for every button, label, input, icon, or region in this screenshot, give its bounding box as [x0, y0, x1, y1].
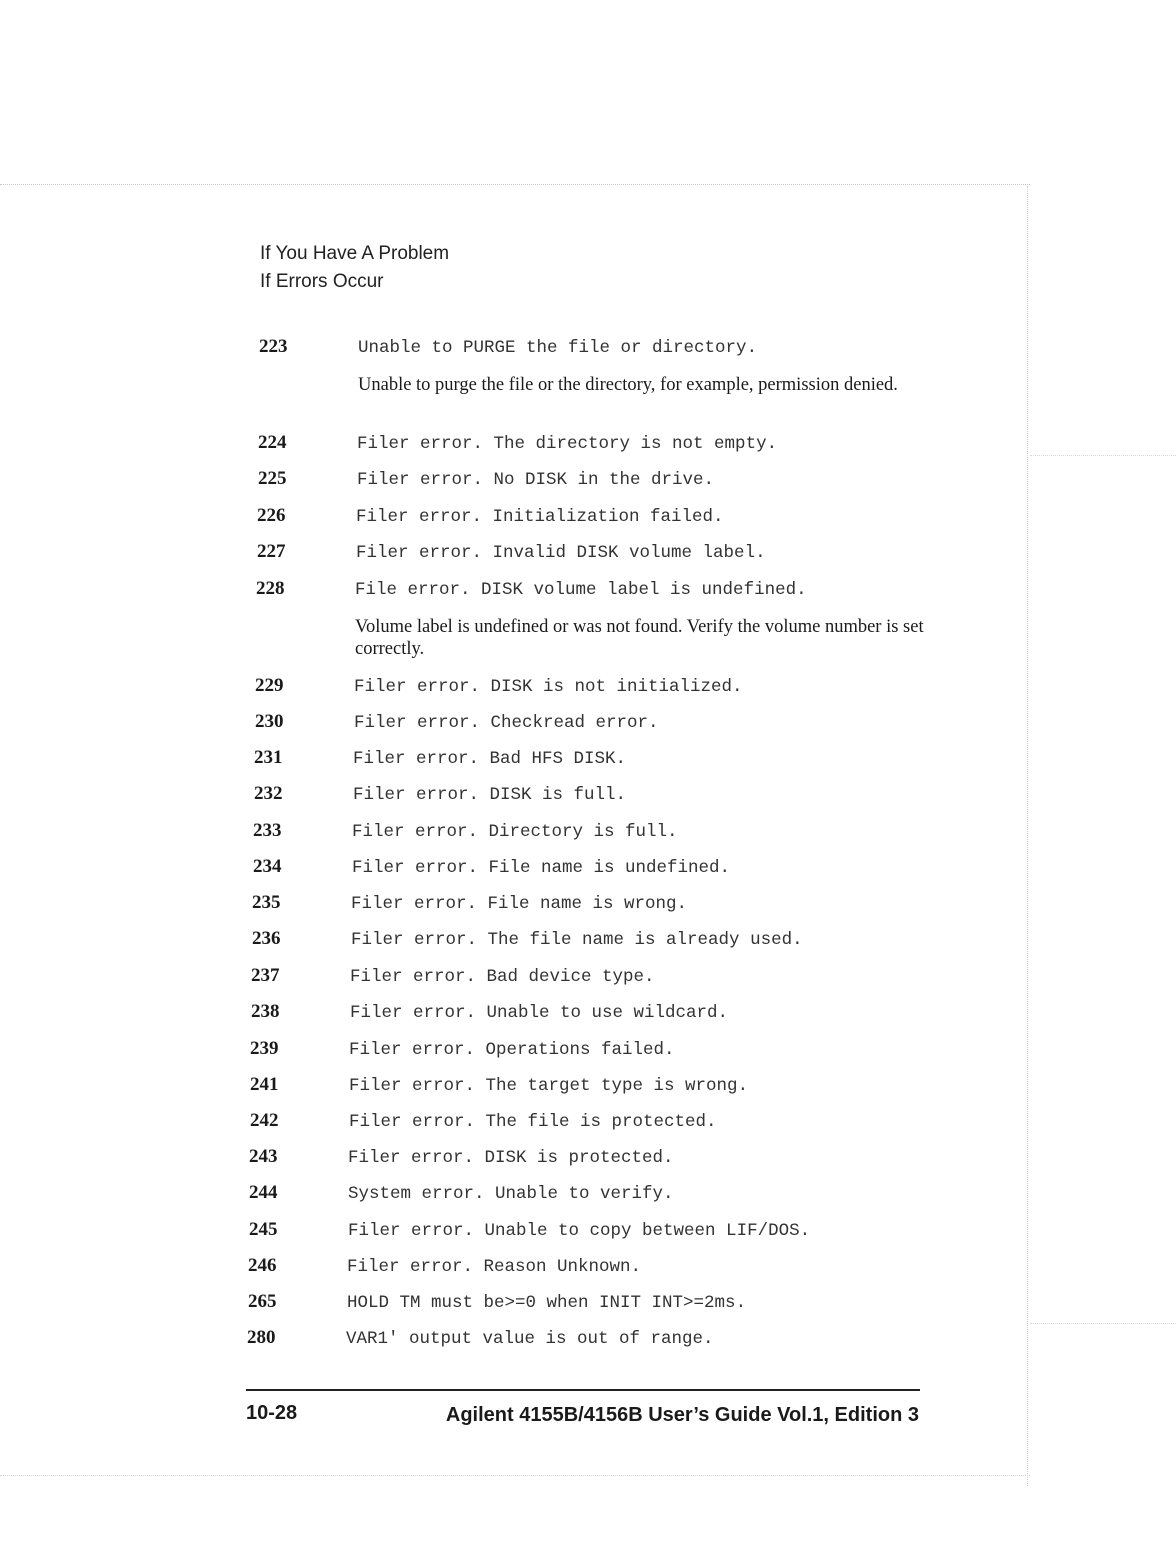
- error-code: 233: [253, 820, 282, 841]
- error-message: Filer error. The directory is not empty.: [357, 434, 778, 454]
- error-code: 280: [247, 1327, 276, 1348]
- error-message: Filer error. Bad device type.: [350, 967, 655, 987]
- error-message: HOLD TM must be>=0 when INIT INT>=2ms.: [347, 1293, 747, 1313]
- error-code: 245: [249, 1219, 278, 1240]
- error-description: Unable to purge the file or the directory, for example, permission denied.: [358, 375, 898, 395]
- error-code: 228: [256, 578, 285, 599]
- error-code: 235: [252, 892, 281, 913]
- error-code: 238: [251, 1001, 280, 1022]
- error-message: Filer error. Bad HFS DISK.: [353, 749, 627, 769]
- error-code: 223: [259, 336, 288, 357]
- error-message: Filer error. File name is wrong.: [351, 894, 688, 914]
- error-code: 227: [257, 541, 286, 562]
- subsection-title: If Errors Occur: [260, 271, 384, 292]
- error-code: 244: [249, 1182, 278, 1203]
- error-code: 224: [258, 432, 287, 453]
- error-message: Filer error. Invalid DISK volume label.: [356, 543, 766, 563]
- error-code: 246: [248, 1255, 277, 1276]
- error-message: Filer error. Unable to copy between LIF/DOS.: [348, 1221, 811, 1241]
- error-message: Filer error. The file is protected.: [349, 1112, 717, 1132]
- error-message: Filer error. No DISK in the drive.: [357, 470, 715, 490]
- error-message: Filer error. Initialization failed.: [356, 507, 724, 527]
- error-message: Filer error. DISK is protected.: [348, 1148, 674, 1168]
- error-message: Filer error. Unable to use wildcard.: [350, 1003, 729, 1023]
- error-code: 242: [250, 1110, 279, 1131]
- error-message: Filer error. Directory is full.: [352, 822, 678, 842]
- error-message: File error. DISK volume label is undefined.: [355, 580, 807, 600]
- page-number: 10-28: [246, 1402, 298, 1424]
- book-title: Agilent 4155B/4156B User’s Guide Vol.1, Edition 3: [445, 1404, 919, 1426]
- error-code: 265: [248, 1291, 277, 1312]
- error-code: 236: [252, 928, 281, 949]
- error-message: Filer error. File name is undefined.: [352, 858, 731, 878]
- error-message: Unable to PURGE the file or directory.: [358, 338, 758, 358]
- error-message: Filer error. Reason Unknown.: [347, 1257, 642, 1277]
- error-code: 241: [250, 1074, 279, 1095]
- error-message: Filer error. The target type is wrong.: [349, 1076, 749, 1096]
- error-code: 226: [257, 505, 286, 526]
- error-description: Volume label is undefined or was not found. Verify the volume number is set correctly.: [355, 617, 924, 659]
- section-title: If You Have A Problem: [260, 243, 450, 264]
- error-message: VAR1' output value is out of range.: [346, 1329, 714, 1349]
- error-code: 239: [250, 1038, 279, 1059]
- error-message: Filer error. DISK is not initialized.: [354, 677, 743, 697]
- error-message: Filer error. DISK is full.: [353, 785, 627, 805]
- error-message: Filer error. Checkread error.: [354, 713, 659, 733]
- error-code: 237: [251, 965, 280, 986]
- error-message: System error. Unable to verify.: [348, 1184, 674, 1204]
- error-code: 225: [258, 468, 287, 489]
- error-code: 232: [254, 783, 283, 804]
- error-code: 229: [255, 675, 284, 696]
- error-code: 231: [254, 747, 283, 768]
- error-code: 234: [253, 856, 282, 877]
- footer-rule: [246, 1389, 920, 1391]
- error-message: Filer error. Operations failed.: [349, 1040, 675, 1060]
- error-message: Filer error. The file name is already used.: [351, 930, 803, 950]
- error-code: 243: [249, 1146, 278, 1167]
- error-code: 230: [255, 711, 284, 732]
